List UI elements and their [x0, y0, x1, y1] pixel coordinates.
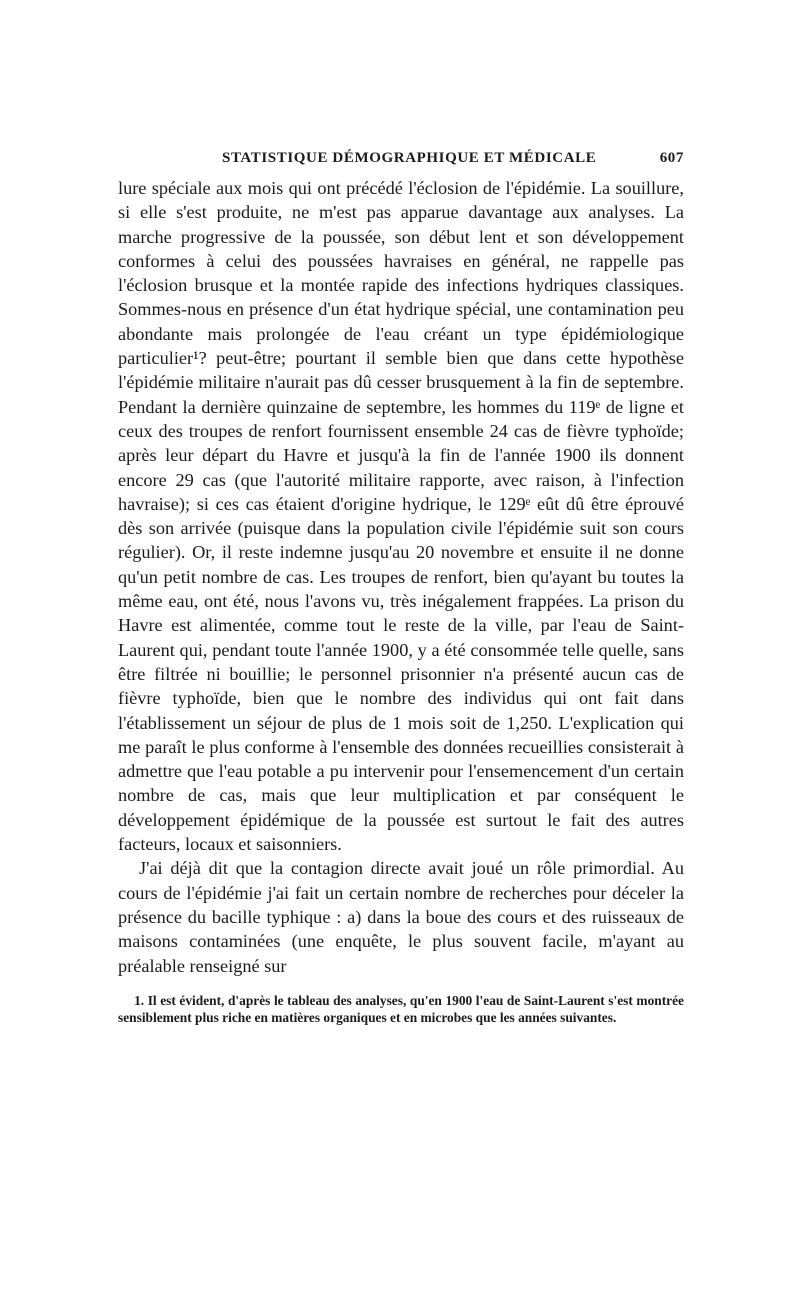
paragraph-1: lure spéciale aux mois qui ont précédé l'éclosion de l'épidémie. La souillure, si elle s'est produite, ne m'est pas apparue davantage aux analyses. La marche progressive de la poussée, son début lent et son développement conformes à celui des poussées havraises en général, ne rappelle pas l'éclosion brusque et la montée rapide des infections hydriques classiques. Sommes-nous en présence d'un état hydrique spécial, une contamination peu abondante mais prolongée de l'eau créant un type épidémiologique particulier¹? peut-être; pourtant il semble bien que dans cette hypothèse l'épidémie militaire n'aurait pas dû cesser brusquement à la fin de septembre. Pendant la dernière quinzaine de septembre, les hommes du 119ᵉ de ligne et ceux des troupes de renfort fournissent ensemble 24 cas de fièvre typhoïde; après leur départ du Havre et jusqu'à la fin de l'année 1900 ils donnent encore 29 cas (que l'autorité militaire rapporte, avec raison, à l'infection havraise); si ces cas étaient d'origine hydrique, le 129ᵉ eût dû être éprouvé dès son arrivée (puisque dans la population civile l'épidémie suit son cours régulier). Or, il reste indemne jusqu'au 20 novembre et ensuite il ne donne qu'un petit nombre de cas. Les troupes de renfort, bien qu'ayant bu toutes la même eau, ont été, nous l'avons vu, très inégalement frappées. La prison du Havre est alimentée, comme tout le reste de la ville, par l'eau de Saint-Laurent qui, pendant toute l'année 1900, y a été consommée telle quelle, sans être filtrée ni bouillie; le personnel prisonnier n'a présenté aucun cas de fièvre typhoïde, bien que le nombre des individus qui ont fait dans l'établissement un séjour de plus de 1 mois soit de 1,250. L'explication qui me paraît le plus conforme à l'ensemble des données recueillies consisterait à admettre que l'eau potable a pu intervenir pour l'ensemencement d'un certain nombre de cas, mais que leur multiplication et par conséquent le développement épidémique de la poussée est surtout le fait des autres facteurs, locaux et saisonniers.: [118, 178, 684, 855]
paragraph-2: J'ai déjà dit que la contagion directe avait joué un rôle primordial. Au cours de l'épidémie j'ai fait un certain nombre de recherches pour déceler la présence du bacille typhique : a) dans la boue des cours et des ruisseaux de maisons contaminées (une enquête, le plus souvent facile, m'ayant au préalable renseigné sur: [118, 858, 684, 976]
book-page: [118, 150, 684, 1027]
running-title: STATISTIQUE DÉMOGRAPHIQUE ET MÉDICALE: [222, 150, 597, 166]
body-text: [118, 176, 684, 978]
footnote: 1. Il est évident, d'après le tableau des analyses, qu'en 1900 l'eau de Saint-Laurent s'est montrée sensiblement plus riche en matières organiques et en microbes que les années suivantes.: [118, 992, 684, 1026]
running-head: [118, 150, 684, 172]
page-number: 607: [659, 150, 684, 166]
